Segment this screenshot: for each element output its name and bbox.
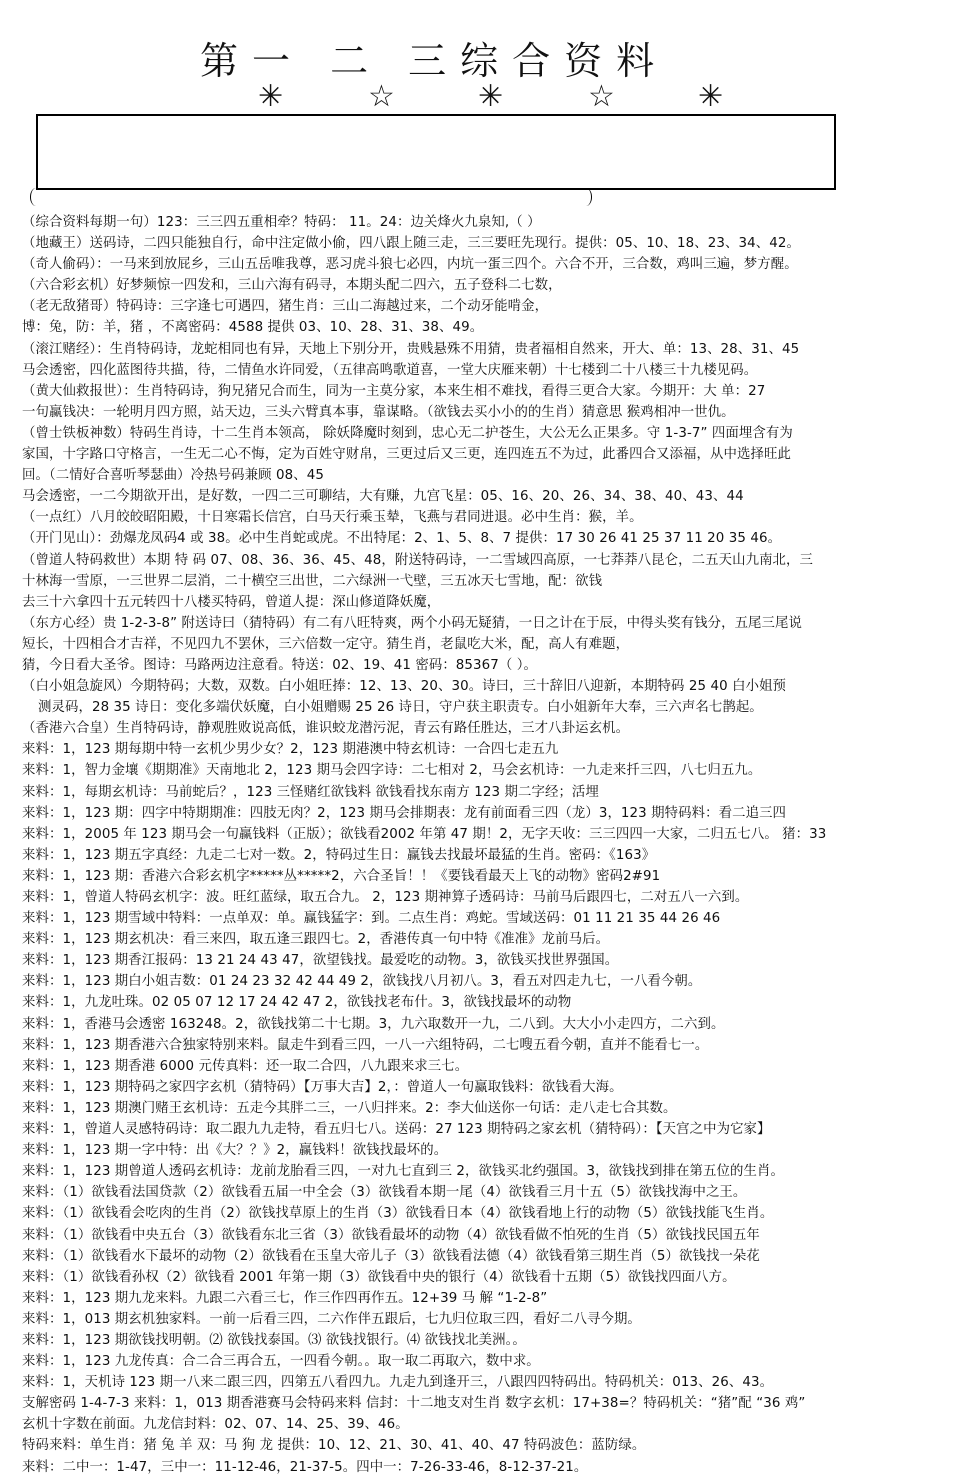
text-line: 支解密码 1-4-7-3 来料：1，013 期香港赛马会特码来料 信封：十二地支对生肖 数字玄机：17+38=？特码机关：“猪”配 “36 鸡” <box>22 1396 806 1412</box>
text-line: （综合资料每期一句）123：三三四五重相牵？特码： 11。24：边关烽火九泉知,（ ） <box>22 215 541 230</box>
text-line: 来料：（1）欲钱看会吃肉的生肖（2）欲钱找草原上的生肖（3）欲钱看日本（4）欲钱看地上行的动物（5）欲钱找能飞生肖。 <box>22 1206 774 1222</box>
blank-banner-box <box>36 114 836 190</box>
text-line: （东方心经）贵 1-2-3-8” 附送诗曰（猜特码）有二有八旺特爽，两个小码无疑猜，一日之计在于辰，中得头奖有钱分，五尾三尾说 <box>22 615 803 631</box>
asterisk-star-icon: ✳ <box>478 79 504 114</box>
text-line: 来料：1，123 期五字真经：九走二七对一数。2，特码过生日：赢钱去找最坏最猛的生肖。密码：《163》 <box>22 847 656 863</box>
text-line: 来料：1，123 期白小姐吉数：01 24 23 32 42 44 49 2，欲钱找八月初八。3，看五对四走九七，一八看今朝。 <box>22 974 702 990</box>
text-line: 博：兔，防：羊，猪 ，不离密码：4588 提供 03、10、28、31、38、49。 <box>22 320 484 336</box>
text-line: （白小姐急旋风）今期特码；大数，双数。白小姐旺捧：12、13、20、30。诗曰，三十辞旧八迎新，本期特码 25 40 白小姐预 <box>22 679 787 695</box>
text-line: 来料：1，2005 年 123 期马会一句赢钱料（正版）；欲钱看2002 年第 47 期！2，无字天收：三三四四一大家，二归五七八。 猪：33 <box>22 826 827 842</box>
text-line: 来料：（1）欲钱看中央五台（3）欲钱看东北三省（3）欲钱看最坏的动物（4）欲钱看做不怕死的生肖（5）欲钱找民国五年 <box>22 1227 760 1243</box>
text-line: 来料：1，123 期：四字中特期期准：四肢无肉？2，123 期马会排期表：龙有前面看三四（龙）3，123 期特码料：看二追三四 <box>22 805 787 821</box>
text-line: 来料：1，123 期香港 6000 元传真料：还一取二合四，八九跟来求三七。 <box>22 1058 469 1074</box>
text-line: （曾士铁板神数）特码生肖诗，十二生肖本领高， 除妖降魔时刻到，忠心无二护苍生，大公无么正果多。守 1-3-7” 四面埋含有为 <box>22 425 793 441</box>
text-line: 来料：1，123 期玄机决：看三来四，取五逢三跟四七。2，香港传真一句中特《准准》龙前马后。 <box>22 932 610 948</box>
text-line: 测灵码，28 35 诗日：变化多端伏妖魔，白小姐赠赐 25 26 诗日，守户获主职责专。白小姐新年大奉，三六声名七鹊起。 <box>38 700 763 716</box>
text-line: 来料：1，123 期香港六合独家特别来料。鼠走牛到看三四，一八一六组特码，二七嗖五看今朝，直并不能看七一。 <box>22 1037 709 1053</box>
text-line: （滚江赌经）：生肖特码诗，龙蛇相同也有异，天地上下别分开，贵贱悬殊不用猜，贵者福相自然来，开大、单：13、28、31、45 <box>22 341 800 357</box>
text-line: （一点红）八月皎皎昭阳殿，十日寒霜长信宫，白马天行乘玉辇，飞燕与君同进退。必中生肖：猴，羊。 <box>22 510 643 526</box>
text-line: （六合彩玄机）好梦频惊一四发和，三山六海有码寻，本期头配二四六，五子登科二七数， <box>22 278 562 294</box>
text-line: 马会透密，四化蓝图待共描，待，二情鱼水许同爱，（五律高鸣歌道喜，一堂大庆雁来朝）十七楼到二十八楼三十九楼见码。 <box>22 362 758 378</box>
text-line: 来料：1，123 期特码之家四字玄机（猜特码）【万事大吉】2，：曾道人一句赢取钱料：欲钱看大海。 <box>22 1079 623 1095</box>
text-line: 来料：1，013 期玄机独家料。一前一后看三四，二六作伴五跟后，七九归位取三四，看好二八寻今期。 <box>22 1311 641 1327</box>
text-line: 来料：1，123 期一字中特：出《大？？》2，赢钱料！欲钱找最坏的。 <box>22 1143 448 1159</box>
text-line: 猜，今日看大圣爷。图诗：马路两边注意看。特送：02、19、41 密码：85367（ ）。 <box>22 657 538 673</box>
text-line: 十林海一雪原，一三世界二层消，二十横空三出世，二六绿洲一弋壁，三五冰天七雪地，配：欲钱 <box>22 573 603 589</box>
text-line: 来料：1，123 期每期中特一玄机少男少女？2，123 期港澳中特玄机诗：一合四七走五九 <box>22 742 559 758</box>
text-line: 来料：1，123 期九龙来料。九跟二六看三七，作三作四再作五。12+39 马 解 “1-2-8” <box>22 1290 548 1306</box>
asterisk-star-icon: ✳ <box>698 79 724 114</box>
text-line: 来料：（1）欲钱看法国贷款（2）欲钱看五届一中全会（3）欲钱看本期一尾（4）欲钱看三月十五（5）欲钱找海中之王。 <box>22 1185 747 1201</box>
text-line: 来料：1，123 期香江报码：13 21 24 43 47，欲望钱找。最爱吃的动物。3，欲钱买找世界强国。 <box>22 953 619 969</box>
page-title: 第一 二 三综合资料 <box>200 39 669 83</box>
outline-star-icon: ☆ <box>588 79 615 114</box>
text-line: 回。（二情好合喜听琴瑟曲）冷热号码兼顾 08、45 <box>22 468 324 484</box>
text-line: 来料：（1）欲钱看水下最坏的动物（2）欲钱看在玉皇大帝儿子（3）欲钱看法德（4）欲钱看第三期生肖（5）欲钱找一朵花 <box>22 1248 760 1264</box>
document-body <box>22 212 957 1478</box>
text-line: 短长，十四相合才吉祥，不见四九不罢休，三六倍数一定守。猜生肖，老鼠吃大米，配，高人有难题， <box>22 636 630 652</box>
text-line: 特码来料：单生肖：猪 兔 羊 双：马 狗 龙 提供：10、12、21、30、41、40、47 特码波色：蓝防绿。 <box>22 1438 646 1454</box>
text-line: 来料：1，123 期澳门赌王玄机诗：五走今其胖二三，一八归拌来。2：李大仙送你一句话：走八走七合其数。 <box>22 1100 677 1116</box>
text-line: 来料：1，九龙吐珠。02 05 07 12 17 24 42 47 2，欲钱找老布什。3，欲钱找最坏的动物 <box>22 995 572 1011</box>
text-line: 来料：（1）欲钱看孙权（2）欲钱看 2001 年第一期（3）欲钱看中央的银行（4）欲钱看十五期（5）欲钱找四面八方。 <box>22 1269 736 1285</box>
text-line: 来料：1，123 期曾道人透码玄机诗：龙前龙胎看三四，一对九七直到三 2，欲钱买北约强国。3，欲钱找到排在第五位的生肖。 <box>22 1164 784 1180</box>
text-line: 来料：1，每期玄机诗：马前蛇后？，123 三怪赌红欲钱料 欲钱看找东南方 123 期二字经；活埋 <box>22 784 599 800</box>
text-line: 来料：二中一：1-47，三中一：11-12-46，21-37-5。四中一：7-26-33-46，8-12-37-21。 <box>22 1459 588 1475</box>
bracket-decoration <box>30 188 592 206</box>
text-line: 来料：1，123 期：香港六合彩玄机字*****丛*****2，六合圣旨！！《要钱看最天上飞的动物》密码2#91 <box>22 868 661 884</box>
text-line: 来料：1，天机诗 123 期一八来二跟三四，四第五八看四九。九走九到逢开三，八跟四四特码出。特码机关：013、26、43。 <box>22 1375 774 1391</box>
text-line: 去三十六拿四十五元转四十八楼买特码，曾道人提：深山修道降妖魔， <box>22 594 441 610</box>
text-line: 马会透密，一二今期欲开出，是好数，一四二三可聊结，大有赚，九宫飞星：05、16、20、26、34、38、40、43、44 <box>22 489 744 505</box>
text-line: 来料：1，香港马会透密 163248。2，欲钱找第二十七期。3，九六取数开一九，二八到。大大小小走四方，二六到。 <box>22 1016 725 1032</box>
asterisk-star-icon: ✳ <box>258 79 284 114</box>
text-line: 来料：1，智力金壤《期期准》天南地北 2，123 期马会四字诗：二七相对 2，马会玄机诗：一九走来扦三四，八七归五九。 <box>22 763 762 779</box>
text-line: （开门见山）：劲爆龙凤码4 或 38。必中生肖蛇或虎。不出特尾：2、1、5、8、7 提供：17 30 26 41 25 37 11 20 35 46。 <box>22 531 782 547</box>
text-line: 来料：1，曾道人灵感特码诗：取二跟九九走特，看五归七八。送码：27 123 期特码之家玄机（猜特码）：【天宫之中为它家】 <box>22 1122 771 1138</box>
text-line: 来料：1，123 期雪域中特料：一点单双：单。赢钱猛字：到。二点生肖：鸡蛇。雪域送码：01 11 21 35 44 26 46 <box>22 911 721 927</box>
text-line: （地藏王）送码诗，二四只能独自行，命中注定做小偷，四八跟上随三走，三三要旺先现行。提供：05、10、18、23、34、42。 <box>22 236 800 252</box>
decorative-stars <box>140 79 724 116</box>
text-line: （香港六合皇）生肖特码诗，静观胜败说高低，谁识蛟龙潜污泥，青云有路任胜达，三才八卦运玄机。 <box>22 721 630 737</box>
text-line: 家国，十字路口守格言，一生无二心不悔，定为百姓守财帛，三更过后又三更，连四连五不为过，此番四合又添福，从中选择旺此 <box>22 447 791 463</box>
outline-star-icon: ☆ <box>368 79 395 114</box>
text-line: （老无敌猪哥）特码诗：三字逢七可遇四，猪生肖：三山二海越过来，二个动牙能啃金， <box>22 299 549 315</box>
text-line: 来料：1，曾道人特码玄机字：波。旺红蓝绿，取五合九。 2，123 期神算子透码诗：马前马后跟四七，二对五八一六到。 <box>22 890 749 905</box>
text-line: （奇人偷码）：一马来到放屁乡，三山五岳唯我尊，恶习虎斗狼七必四，内坑一蛋三四个。六合不开，三合数，鸡叫三遍，梦方醒。 <box>22 257 798 273</box>
text-line: 一句赢钱决：一轮明月四方照，站天边，三头六臂真本事，靠谋略。（欲钱去买小小的的生肖）猜意思 猴鸡相冲一世仇。 <box>22 404 735 420</box>
text-line: 来料：1，123 九龙传真：合二合三再合五，一四看今朝。。取一取二再取六，数中求。 <box>22 1354 540 1370</box>
text-line: （黄大仙救报世）：生肖特码诗，狗兄猪兄合而生，同为一主莫分家，本来生相不难找，看得三更合大家。今期开：大 单：27 <box>22 383 766 399</box>
text-line: 来料：1，123 期欲钱找明朝。⑵ 欲钱找泰国。⑶ 欲钱找银行。⑷ 欲钱找北美洲。。 <box>22 1332 526 1348</box>
text-line: （曾道人特码救世）本期 特 码 07、08、36、36、45、48，附送特码诗，一二雪域四高原，一七莽莽八昆仑，二五天山九南北，三 <box>22 552 814 568</box>
text-line: 玄机十字数在前面。九龙信封料：02、07、14、25、39、46。 <box>22 1417 409 1433</box>
